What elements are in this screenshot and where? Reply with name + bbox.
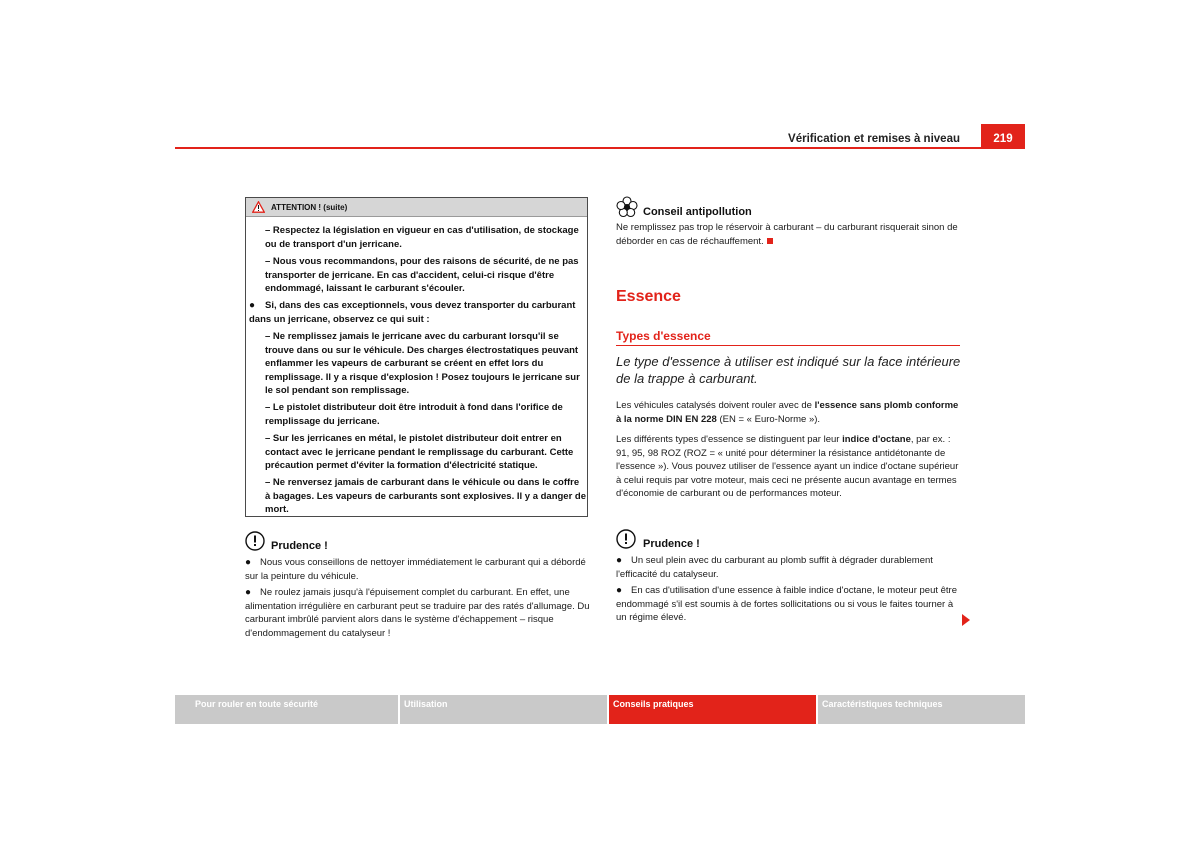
prudence-item: En cas d'utilisation d'une essence à faible indice d'octane, le moteur peut être endommagé s'il est soumis à de fortes sollicitations ou si vous le faites tourner à un régime élevé. [616, 585, 958, 623]
warning-triangle-icon [252, 201, 265, 213]
section-title: Essence [616, 288, 681, 305]
conseil-text: Ne remplissez pas trop le réservoir à carburant – du carburant risquerait sinon de déborder en cas de réchauffement. [616, 222, 958, 247]
prudence-item: Ne roulez jamais jusqu'à l'épuisement complet du carburant. En effet, une alimentation irrégulière en carburant peut se traduire par des ratés d'allumage. Du carburant imbrûlé parvient alors dans le système d'échappement – risque d'endommagement du catalyseur ! [245, 587, 590, 639]
warning-item: – Ne remplissez jamais le jerricane avec du carburant lorsqu'il se trouve dans ou sur le véhicule. Des charges électrostatiques peuvant enflammer les vapeurs de carburant se créent en effet lors du remplissage. Il y a risque d'explosion ! Posez toujours le jerricane sur le sol pendant son remplissage. [265, 331, 580, 396]
warning-item: – Respectez la législation en vigueur en cas d'utilisation, de stockage ou de transport d'un jerricane. [265, 225, 579, 250]
prudence-title: Prudence ! [643, 538, 700, 550]
chapter-tab-utilisation[interactable]: Utilisation [400, 695, 609, 724]
warning-box [245, 197, 588, 517]
bullet-icon: ● [245, 587, 252, 598]
flower-icon [616, 196, 638, 223]
page-number: 219 [981, 124, 1025, 148]
chapter-nav [175, 695, 1025, 724]
subtitle-divider [616, 345, 960, 346]
warning-header [246, 198, 587, 217]
bullet-icon: ● [245, 557, 252, 568]
paragraph: Les différents types d'essence se distinguent par leur indice d'octane, par ex. : 91, 95, 98 ROZ (ROZ = « unité pour déterminer la résistance antidétonante de l'essence »). Vous pouvez utiliser de l'essence ayant un indice d'octane supérieur à celui requis par votre moteur, mais ceci ne présente aucun avantage en termes d'économie de carburant ou de performances moteur. [616, 434, 959, 499]
bullet-icon: ● [616, 585, 623, 596]
prudence-item: Nous vous conseillons de nettoyer immédiatement le carburant qui a débordé sur la peinture du véhicule. [245, 557, 586, 582]
warning-title: ATTENTION ! (suite) [271, 202, 348, 212]
paragraph: Les véhicules catalysés doivent rouler avec de l'essence sans plomb conforme à la norme DIN EN 228 (EN = « Euro-Norme »). [616, 400, 959, 425]
bullet-icon: ● [616, 555, 623, 566]
bullet-icon: ● [249, 300, 256, 311]
chapter-tab-securite[interactable]: Pour rouler en toute sécurité [175, 695, 400, 724]
warning-item: Si, dans des cas exceptionnels, vous devez transporter du carburant dans un jerricane, observez ce qui suit : [249, 300, 576, 325]
prudence-item: Un seul plein avec du carburant au plomb suffit à dégrader durablement l'efficacité du catalyseur. [616, 555, 933, 580]
conseil-title: Conseil antipollution [643, 206, 752, 218]
section-intro: Le type d'essence à utiliser est indiqué sur la face intérieure de la trappe à carburant. [616, 354, 961, 386]
exclamation-circle-icon [616, 529, 636, 554]
exclamation-circle-icon [245, 531, 265, 556]
chapter-tab-conseils-pratiques[interactable]: Conseils pratiques [609, 695, 818, 724]
header-divider [175, 147, 1025, 149]
warning-item: – Ne renversez jamais de carburant dans le véhicule ou dans le coffre à bagages. Les vapeurs de carburants sont explosives. Il y a danger de mort. [265, 477, 587, 515]
warning-item: – Le pistolet distributeur doit être introduit à fond dans l'orifice de remplissage du jerricane. [265, 402, 563, 427]
next-page-arrow-icon[interactable] [962, 614, 970, 626]
header-title: Vérification et remises à niveau [788, 133, 960, 145]
chapter-tab-caracteristiques[interactable]: Caractéristiques techniques [818, 695, 1025, 724]
section-subtitle: Types d'essence [616, 329, 711, 343]
warning-item: – Nous vous recommandons, pour des raisons de sécurité, de ne pas transporter de jerricane. En cas d'accident, celui-ci risque d'être endommagé, laissant le carburant s'écouler. [265, 256, 579, 294]
warning-item: – Sur les jerricanes en métal, le pistolet distributeur doit entrer en contact avec le jerricane pendant le remplissage du carburant. Cette précaution permet d'éviter la formation d'électricité statique. [265, 433, 574, 471]
prudence-title: Prudence ! [271, 540, 328, 552]
end-of-section-icon [767, 238, 773, 244]
